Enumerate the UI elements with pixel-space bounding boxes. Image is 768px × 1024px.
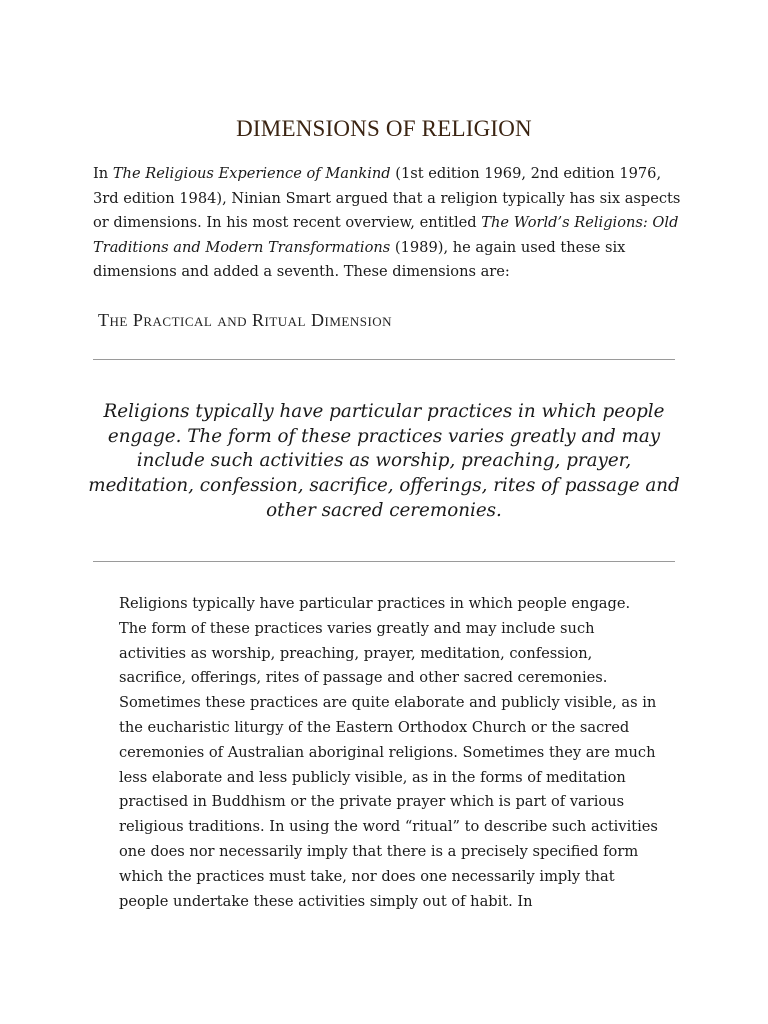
intro-paragraph <box>93 162 683 285</box>
page-title: DIMENSIONS OF RELIGION <box>236 116 532 141</box>
divider-top <box>93 359 675 360</box>
book-title-1: The Religious Experience of Mankind <box>112 165 391 182</box>
section-heading: The Practical and Ritual Dimension <box>98 310 393 330</box>
intro-text-3: (1989), he again used these six dimensions and added a seventh. These dimensions are: <box>93 238 626 280</box>
book-title-2: The World’s Religions: Old Traditions and Modern Transformations <box>93 214 679 256</box>
body-paragraph: Religions typically have particular practices in which people engage. The form of these practices varies greatly and may include such activities as worship, preaching, prayer, meditation, confession, sacrifice, offerings, rites of passage and other sacred ceremonies. Sometimes these practices are quite elaborate and publicly visible, as in the eucharistic liturgy of the Eastern Orthodox Church or the sacred ceremonies of Australian aboriginal religions. Sometimes they are much less elaborate and less publicly visible, as in the forms of meditation practised in Buddhism or the private prayer which is part of various religious traditions. In using the word “ritual” to describe such activities one does nor necessarily imply that there is a precisely specified form which the practices must take, nor does one necessarily imply that people undertake these activities simply out of habit. In <box>119 595 658 910</box>
intro-text-1: In <box>93 165 113 182</box>
pull-quote: Religions typically have particular practices in which people engage. The form of these practices varies greatly and may include such activities as worship, preaching, prayer, meditation, confession, sacrifice, offerings, rites of passage and other sacred ceremonies. <box>88 401 680 521</box>
intro-text-2: (1st edition 1969, 2nd edition 1976, 3rd edition 1984), Ninian Smart argued that a religion typically has six aspects or dimensions. In his most recent overview, entitled <box>93 165 681 231</box>
divider-bottom <box>93 561 675 562</box>
